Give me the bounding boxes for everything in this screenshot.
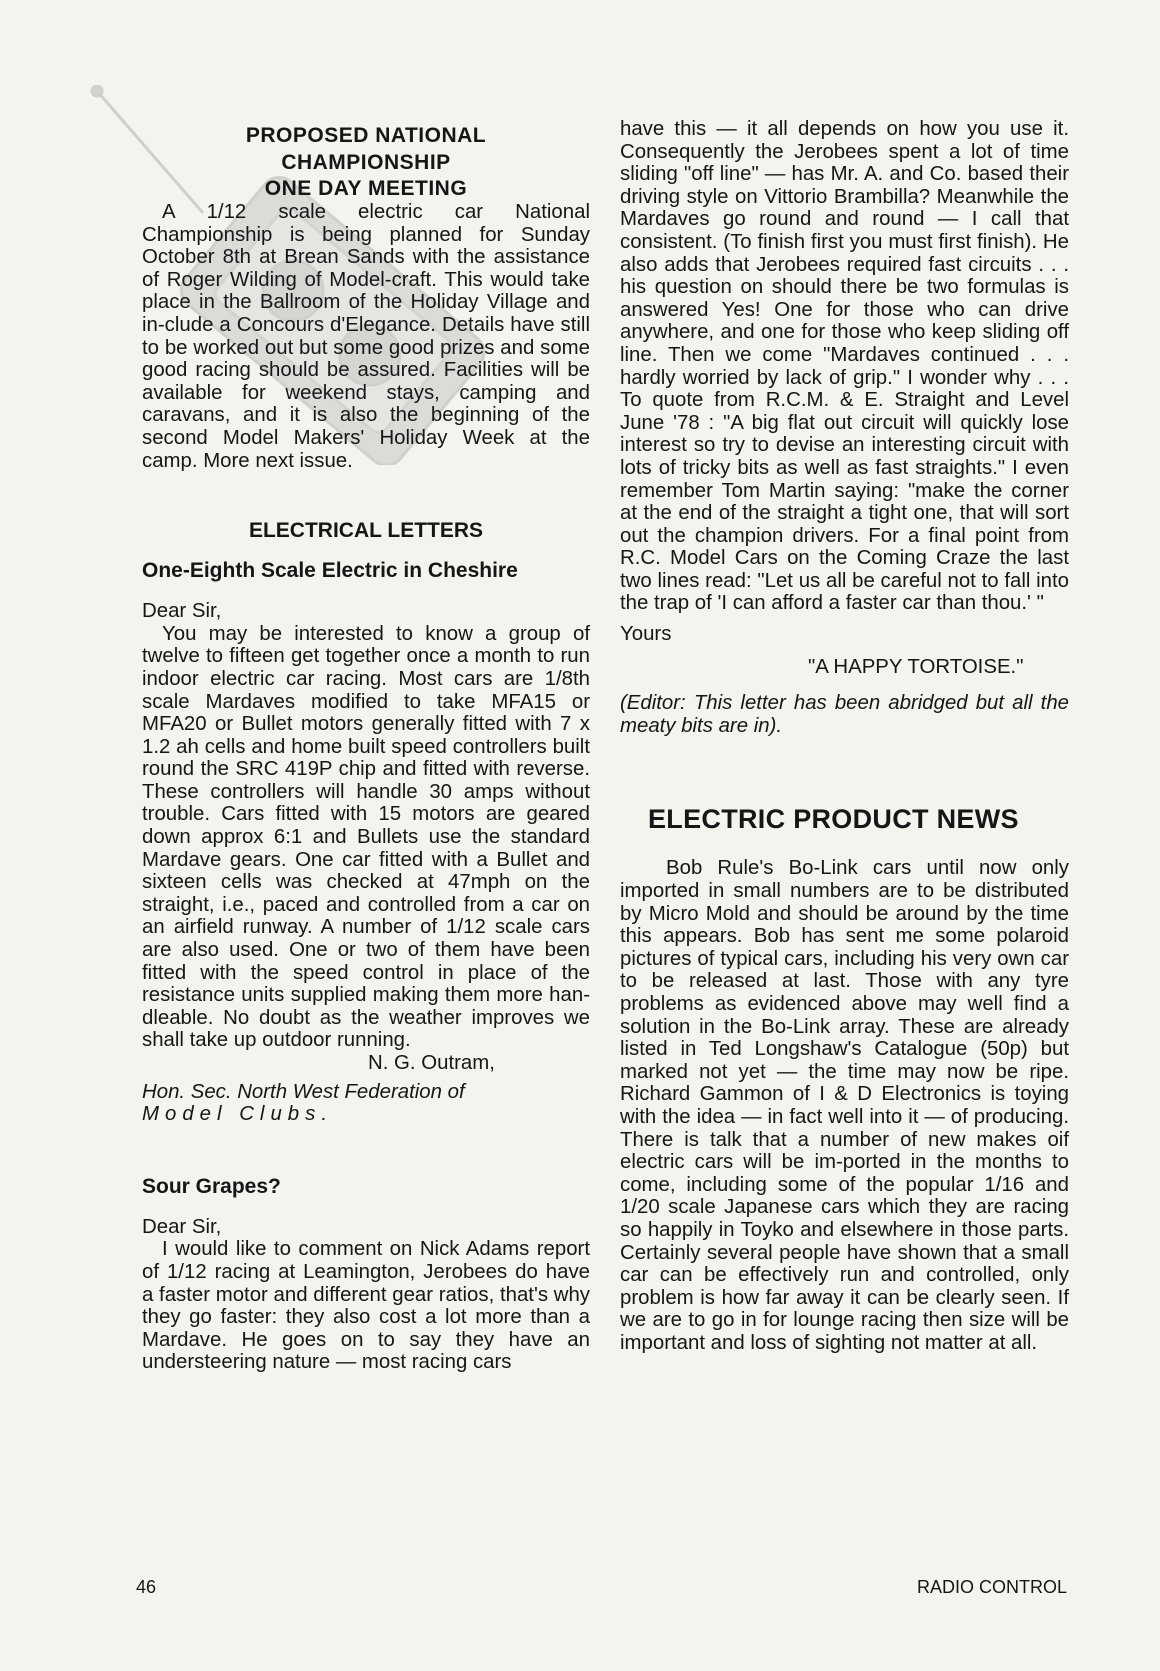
product-news-heading: ELECTRIC PRODUCT NEWS — [648, 804, 1019, 835]
magazine-name: RADIO CONTROL — [916, 1577, 1067, 1597]
letter1-body: You may be interested to know a group of twelve to fifteen get together once a month to run indoor electric car racing. Most cars are 1/8th scale Mardaves modified to take MFA15 or MFA20 or Bullet motors generally fitted with 7 x 1.2 ah cells and home built speed controllers built round the SRC 419P chip and fitted with reverse. These controllers will handle 30 amps without trouble. Cars fitted with 15 motors are geared down approx 6:1 and Bullets use the standard Mardave gears. One car fitted with a Bullet and sixteen cells was checked at 47mph on the straight, i.e., paced and controlled from a car on an airfield runway. A number of 1/12 scale cars are also used. One or two of them have been fitted with the speed control in place of the resistance units supplied making them more han-dleable. No doubt as the weather improves we shall take up outdoor running. — [142, 622, 590, 1052]
page-number: 46 — [136, 1577, 157, 1597]
proposed-heading-line3: ONE DAY MEETING — [264, 177, 468, 200]
right-column — [620, 118, 1069, 1355]
letter1-title: One-Eighth Scale Electric in Cheshire — [142, 559, 518, 583]
letter1-signature: N. G. Outram, — [368, 1052, 495, 1074]
letter1-greeting: Dear Sir, — [142, 600, 222, 623]
proposed-paragraph: A 1/12 scale electric car National Championship is being planned for Sunday October 8th at Brean Sands with the assistance of Roger Wilding of Model-craft. This would take place in the Ballroom of the Holiday Village and in-clude a Concours d'Elegance. Details have still to be worked out but some good prizes and some good racing should be assured. Facilities will be available for weekend stays, camping and caravans, and it is also the beginning of the second Model Makers' Holiday Week at the camp. More next issue. — [142, 201, 590, 472]
letter1-affiliation-line1: Hon. Sec. North West Federation of — [142, 1080, 465, 1103]
editor-note: (Editor: This letter has been abridged but all the meaty bits are in). — [620, 692, 1069, 737]
letter1-affiliation-line2: Model Clubs. — [142, 1103, 333, 1126]
letter2-greeting: Dear Sir, — [142, 1215, 222, 1238]
electrical-letters-heading: ELECTRICAL LETTERS — [248, 519, 484, 543]
proposed-heading-line2: CHAMPIONSHIP — [281, 151, 451, 174]
letter2-body: I would like to comment on Nick Adams report of 1/12 racing at Leamington, Jerobees do have a faster motor and different gear ratios, that's why they go faster: they also cost a lot more than a Mardave. He goes on to say they have an understeering nature — most racing cars — [142, 1238, 590, 1374]
letter2-closing: Yours — [620, 623, 672, 646]
letter2-signature: "A HAPPY TORTOISE." — [808, 655, 1024, 678]
left-column — [142, 118, 590, 1374]
product-news-paragraph: Bob Rule's Bo-Link cars until now only imported in small numbers are to be distributed by Micro Mold and should be around by the time this appears. Bob has sent me some polaroid pictures of typical cars, including his very own car to be released at last. Those with any tyre problems as evidenced above may well find a solution in the Bo-Link array. These are already listed in Ted Longshaw's Catalogue (50p) but marked not yet — the time may now be ripe. Richard Gammon of I & D Electronics is toying with the idea — in fact well into it — of producing. There is talk that a number of new makes oif electric cars will be im-ported in the months to come, including some of the popular 1/16 and 1/20 scale Japanese cars which they are racing so happily in Toyko and elsewhere in those parts. Certainly several people have shown that a small car can be effectively run and controlled, only problem is how far away it can be clearly seen. If we are to go in for lounge racing then size will be important and loss of sighting not matter at all. — [620, 857, 1069, 1354]
letter2-title: Sour Grapes? — [142, 1174, 281, 1198]
proposed-heading-line1: PROPOSED NATIONAL — [245, 124, 487, 147]
letter2-continued: have this — it all depends on how you use it. Consequently the Jerobees spent a lot of time sliding "off line" — has Mr. A. and Co. based their driving style on Vittorio Brambilla? Meanwhile the Mardaves go round and round — I call that consistent. (To finish first you must first finish). He also adds that Jerobees required fast circuits . . . his question on should there be two formulas is answered Yes! One for those who can drive anywhere, and one for those who keep sliding off line. Then we come "Mardaves continued . . . hardly worried by lack of grip." I wonder why . . . To quote from R.C.M. & E. Straight and Level June '78 : "A big flat out circuit will quickly lose interest so try to devise an interesting circuit with lots of tricky bits as well as fast straights." I even remember Tom Martin saying: "make the corner at the end of the straight a tight one, that will sort out the champion drivers. For a final point from R.C. Model Cars on the Coming Craze the last two lines read: "Let us all be careful not to fall into the trap of 'I can afford a faster car than thou.' " — [620, 118, 1069, 615]
